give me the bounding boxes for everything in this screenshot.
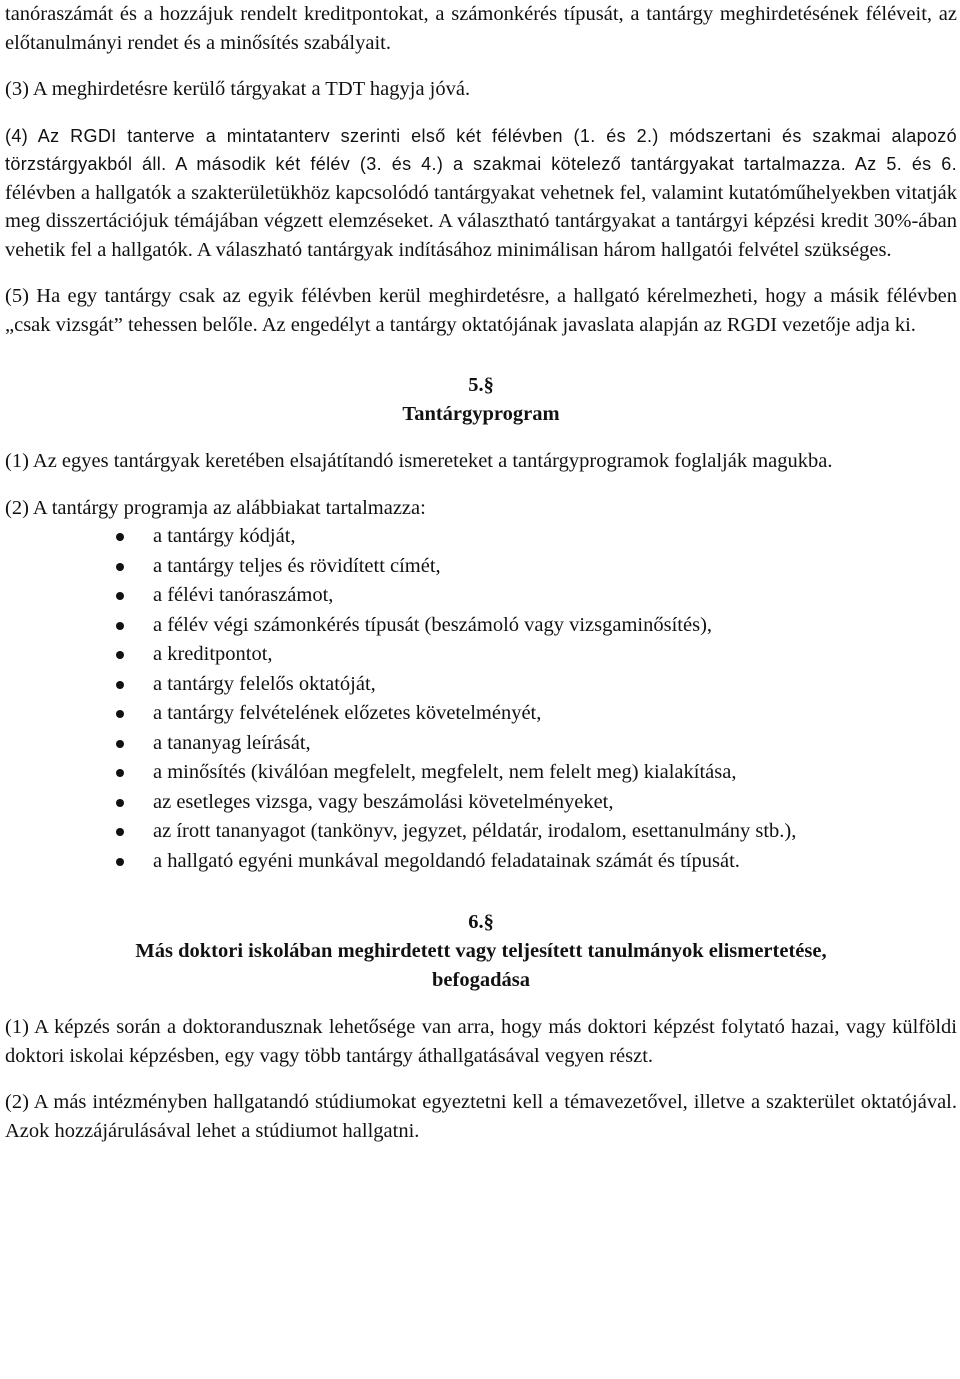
section-5-number: 5.§ — [468, 374, 494, 396]
paragraph-4-serif-part: félévben a hallgatók a szakterületükhöz kapcsolódó tantárgyakat vehetnek fel, valamint kutatóműhelyekben vitatják meg disszertációjuk témájában végzett elemzéseket. A választható tantárgyakat a tantárgyi képzési kredit 30%-ában vehetik fel a hallgatók. A válaszható tantárgyak indításához minimálisan három hallgatói felvétel szükséges. — [5, 181, 957, 261]
bullet-icon — [116, 769, 124, 777]
paragraph-4 — [5, 122, 957, 265]
section-5-title: Tantárgyprogram — [402, 403, 560, 425]
section-6-paragraph-2: (2) A más intézményben hallgatandó stúdiumokat egyeztetni kell a témavezetővel, illetve a szakterület oktatójával. Azok hozzájárulásával lehet a stúdiumot hallgatni. — [5, 1091, 957, 1142]
list-item: a félévi tanóraszámot, — [5, 581, 957, 611]
list-item: a minősítés (kiválóan megfelelt, megfelelt, nem felelt meg) kialakítása, — [5, 758, 957, 788]
list-item: a tananyag leírását, — [5, 729, 957, 759]
list-item: az írott tananyagot (tankönyv, jegyzet, példatár, irodalom, esettanulmány stb.), — [5, 817, 957, 847]
list-item: a tantárgy kódját, — [5, 522, 957, 552]
section-6-number: 6.§ — [468, 911, 494, 933]
paragraph-4-sans-part: (4) Az RGDI tanterve a mintatanterv szerinti első két félévben (1. és 2.) módszertani és szakmai alapozó törzstárgyakból áll. A második két félév (3. és 4.) a szakmai kötelező tantárgyakat tartalmazza. Az 5. és 6. — [5, 125, 957, 174]
section-6-paragraph-1: (1) A képzés során a doktorandusznak lehetősége van arra, hogy más doktori képzést folytató hazai, vagy külföldi doktori iskolai képzésben, egy vagy több tantárgy áthallgatásával vegyen részt. — [5, 1016, 957, 1067]
bullet-icon — [116, 681, 124, 689]
list-item: a tantárgy teljes és rövidített címét, — [5, 552, 957, 582]
paragraph-5: (5) Ha egy tantárgy csak az egyik félévben kerül meghirdetésre, a hallgató kérelmezheti, hogy a másik félévben „csak vizsgát” tehessen belőle. Az engedélyt a tantárgy oktatójának javaslata alapján az RGDI vezetője adja ki. — [5, 285, 957, 336]
list-item: a hallgató egyéni munkával megoldandó feladatainak számát és típusát. — [5, 847, 957, 877]
intro-paragraph: tanóraszámát és a hozzájuk rendelt kreditpontokat, a számonkérés típusát, a tantárgy meghirdetésének féléveit, az előtanulmányi rendet és a minősítés szabályait. — [5, 3, 957, 54]
section-5-paragraph-2: (2) A tantárgy programja az alábbiakat tartalmazza: — [5, 496, 426, 519]
section-5-paragraph-1: (1) Az egyes tantárgyak keretében elsajátítandó ismereteket a tantárgyprogramok foglalják magukba. — [5, 450, 833, 472]
tantargy-program-list — [5, 522, 957, 876]
bullet-icon — [116, 799, 124, 807]
bullet-icon — [116, 828, 124, 836]
bullet-icon — [116, 592, 124, 600]
bullet-icon — [116, 740, 124, 748]
bullet-icon — [116, 533, 124, 541]
list-item: a tantárgy felelős oktatóját, — [5, 670, 957, 700]
list-item: a kreditpontot, — [5, 640, 957, 670]
section-6-title-line-1: Más doktori iskolában meghirdetett vagy teljesített tanulmányok elismertetése, — [135, 940, 827, 962]
bullet-icon — [116, 622, 124, 630]
list-item: az esetleges vizsga, vagy beszámolási követelményeket, — [5, 788, 957, 818]
bullet-icon — [116, 710, 124, 718]
bullet-icon — [116, 858, 124, 866]
section-6-title-line-2: befogadása — [432, 969, 530, 991]
document-page — [5, 0, 957, 1145]
paragraph-3: (3) A meghirdetésre kerülő tárgyakat a TDT hagyja jóvá. — [5, 78, 471, 100]
bullet-icon — [116, 563, 124, 571]
list-item: a félév végi számonkérés típusát (beszámoló vagy vizsgaminősítés), — [5, 611, 957, 641]
bullet-icon — [116, 651, 124, 659]
list-item: a tantárgy felvételének előzetes követelményét, — [5, 699, 957, 729]
